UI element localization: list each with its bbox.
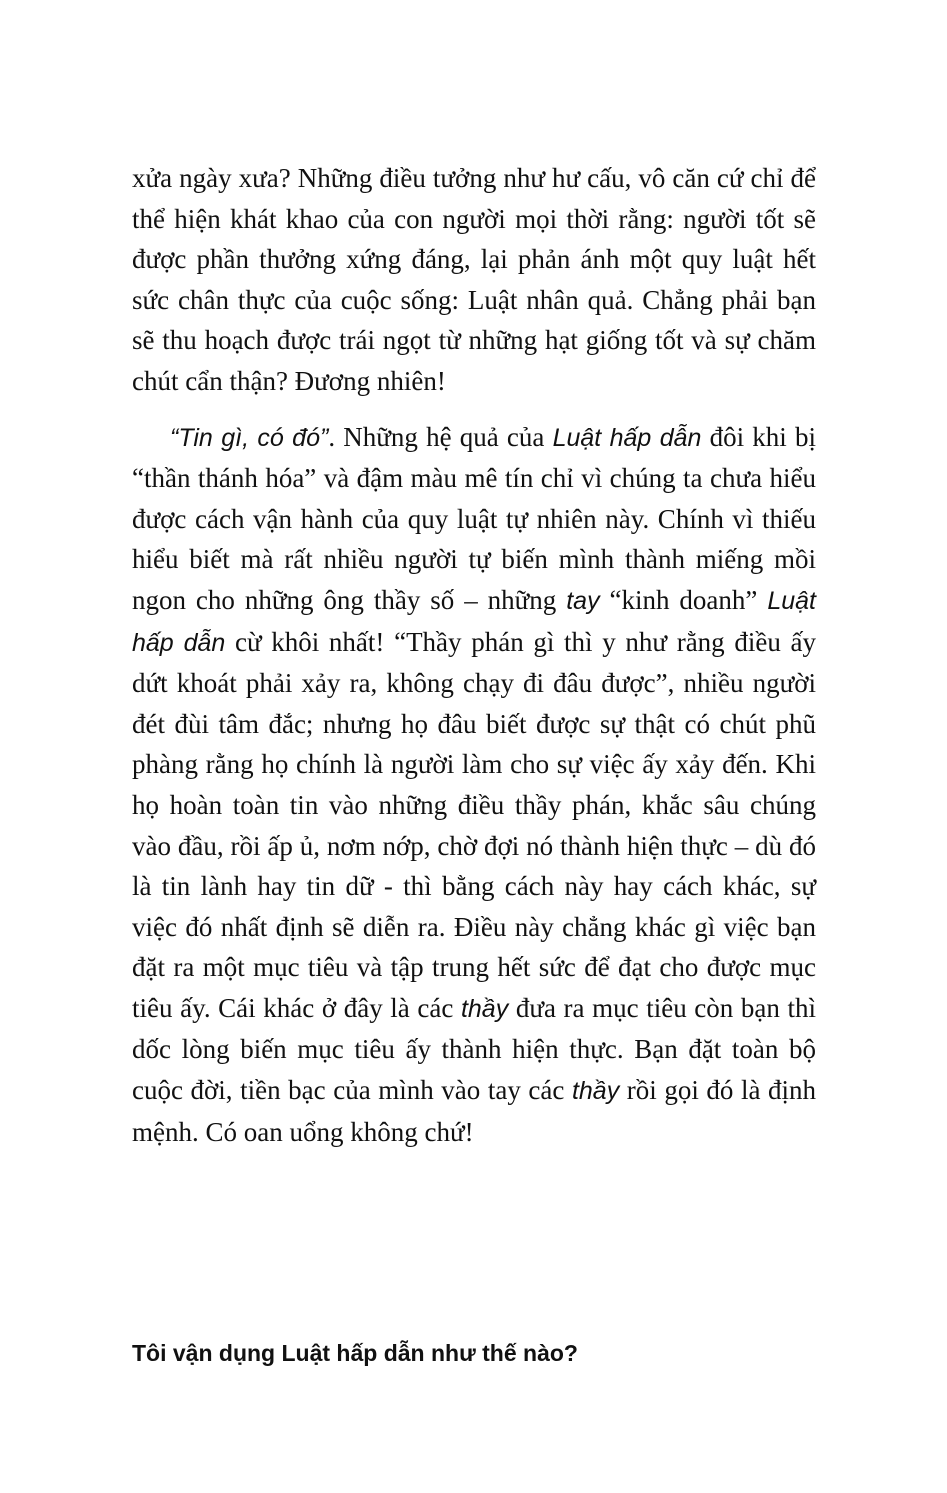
section-heading: Tôi vận dụng Luật hấp dẫn như thế nào? bbox=[132, 1340, 578, 1366]
paragraph-text-6: rồi gọi đó là định mệnh. Có oan uổng không chứ! bbox=[132, 1075, 817, 1147]
paragraph-text-3: “kinh doanh” bbox=[599, 584, 768, 615]
term-thay-2: thầy bbox=[571, 1077, 620, 1106]
term-thay-1: thầy bbox=[460, 994, 509, 1023]
paragraph-law-of-attraction bbox=[132, 417, 816, 1153]
paragraph-text-5: đưa ra mục tiêu còn bạn thì dốc lòng biến mục tiêu ấy thành hiện thực. Bạn đặt toàn bộ cuộc đời, tiền bạc của mình vào tay các bbox=[132, 992, 816, 1106]
page-body bbox=[132, 158, 816, 1152]
term-luat-hap-dan-2: Luật hấp dẫn bbox=[132, 586, 817, 657]
paragraph-text-1: . Những hệ quả của bbox=[328, 421, 553, 452]
paragraph-text-2: đôi khi bị “thần thánh hóa” và đậm màu mê tín chỉ vì chúng ta chưa hiểu được cách vận hành của quy luật tự nhiên này. Chính vì thiếu hiểu biết mà rất nhiều người tự biến mình thành miếng mồi ngon cho những ông thầy số – những bbox=[132, 421, 816, 615]
term-luat-hap-dan-1: Luật hấp dẫn bbox=[552, 423, 702, 452]
paragraph-intro: xửa ngày xưa? Những điều tưởng như hư cấu, vô căn cứ chỉ để thể hiện khát khao của con người mọi thời rằng: người tốt sẽ được phần thưởng xứng đáng, lại phản ánh một quy luật hết sức chân thực của cuộc sống: Luật nhân quả. Chẳng phải bạn sẽ thu hoạch được trái ngọt từ những hạt giống tốt và sự chăm chút cẩn thận? Đương nhiên! bbox=[132, 163, 816, 396]
term-tay: tay bbox=[566, 586, 600, 615]
paragraph-text-4: cừ khôi nhất! “Thầy phán gì thì y như rằng điều ấy dứt khoát phải xảy ra, không chạy đi đâu được”, nhiều người đét đùi tâm đắc; nhưng họ đâu biết được sự thật có chút phũ phàng rằng họ chính là người làm cho sự việc ấy xảy đến. Khi họ hoàn toàn tin vào những điều thầy phán, khắc sâu chúng vào đầu, rồi ấp ủ, nơm nớp, chờ đợi nó thành hiện thực – dù đó là tin lành hay tin dữ - thì bằng cách này hay cách khác, sự việc đó nhất định sẽ diễn ra. Điều này chẳng khác gì việc bạn đặt ra một mục tiêu và tập trung hết sức để đạt cho được mục tiêu ấy. Cái khác ở đây là các bbox=[132, 626, 816, 1023]
quote-tin-gi-co-do: “Tin gì, có đó” bbox=[170, 423, 329, 452]
